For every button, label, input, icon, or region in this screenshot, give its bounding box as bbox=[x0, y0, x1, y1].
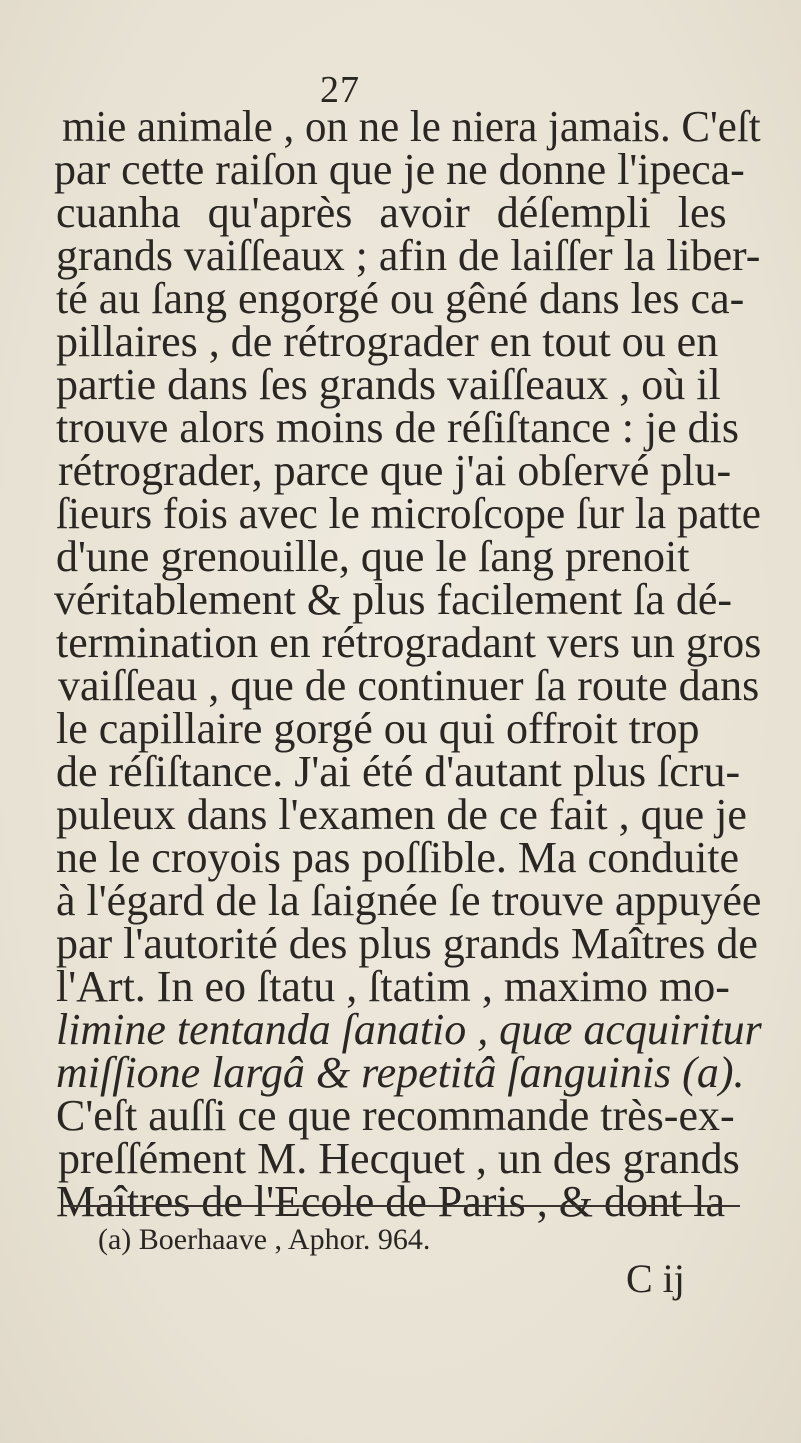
text-line: preſſément M. Hecquet , un des grands bbox=[58, 1134, 740, 1183]
text-line: té au ſang engorgé ou gêné dans les ca- bbox=[56, 274, 745, 323]
text-line: limine tentanda ſanatio , quæ acquiritur bbox=[56, 1005, 762, 1054]
signature-mark: C ij bbox=[626, 1256, 685, 1301]
text-line: par l'autorité des plus grands Maîtres de bbox=[56, 919, 758, 968]
text-line: pillaires , de rétrograder en tout ou en bbox=[56, 317, 719, 366]
text-line: à l'égard de la ſaignée ſe trouve appuyée bbox=[56, 876, 762, 925]
text-line: trouve alors moins de réſiſtance : je dis bbox=[56, 403, 740, 452]
text-line: de réſiſtance. J'ai été d'autant plus ſcru- bbox=[56, 747, 741, 796]
page-number: 27 bbox=[320, 69, 360, 111]
text-line: l'Art. In eo ſtatu , ſtatim , maximo mo- bbox=[56, 962, 730, 1011]
text-line: le capillaire gorgé ou qui offroit trop bbox=[56, 704, 700, 753]
text-line: véritablement & plus facilement ſa dé- bbox=[54, 575, 733, 624]
text-line: par cette raiſon que je ne donne l'ipeca- bbox=[54, 145, 745, 194]
text-line: partie dans ſes grands vaiſſeaux , où il bbox=[56, 360, 721, 409]
text-line: grands vaiſſeaux ; afin de laiſſer la liber- bbox=[56, 231, 761, 280]
text-line: Maîtres de l'Ecole de Paris , & dont la bbox=[56, 1177, 725, 1226]
footnote-rule bbox=[62, 1205, 740, 1207]
text-line: miſſione largâ & repetitâ ſanguinis (a). bbox=[56, 1048, 745, 1097]
text-line: d'une grenouille, que le ſang prenoit bbox=[56, 532, 690, 581]
text-line: vaiſſeau , que de continuer ſa route dans bbox=[58, 661, 760, 710]
text-line: ne le croyois pas poſſible. Ma conduite bbox=[56, 833, 740, 882]
text-line: rétrograder, parce que j'ai obſervé plu- bbox=[58, 446, 732, 495]
text-line: cuanha qu'après avoir déſempli les bbox=[56, 188, 727, 237]
footnote: (a) Boerhaave , Aphor. 964. bbox=[98, 1223, 431, 1256]
text-line: C'eſt auſſi ce que recommande très-ex- bbox=[56, 1091, 735, 1140]
text-line: termination en rétrogradant vers un gros bbox=[56, 618, 762, 667]
text-line: ſieurs fois avec le microſcope ſur la patte bbox=[56, 489, 761, 538]
text-line: puleux dans l'examen de ce fait , que je bbox=[56, 790, 747, 839]
text-line: mie animale , on ne le niera jamais. C'eſt bbox=[62, 102, 761, 151]
